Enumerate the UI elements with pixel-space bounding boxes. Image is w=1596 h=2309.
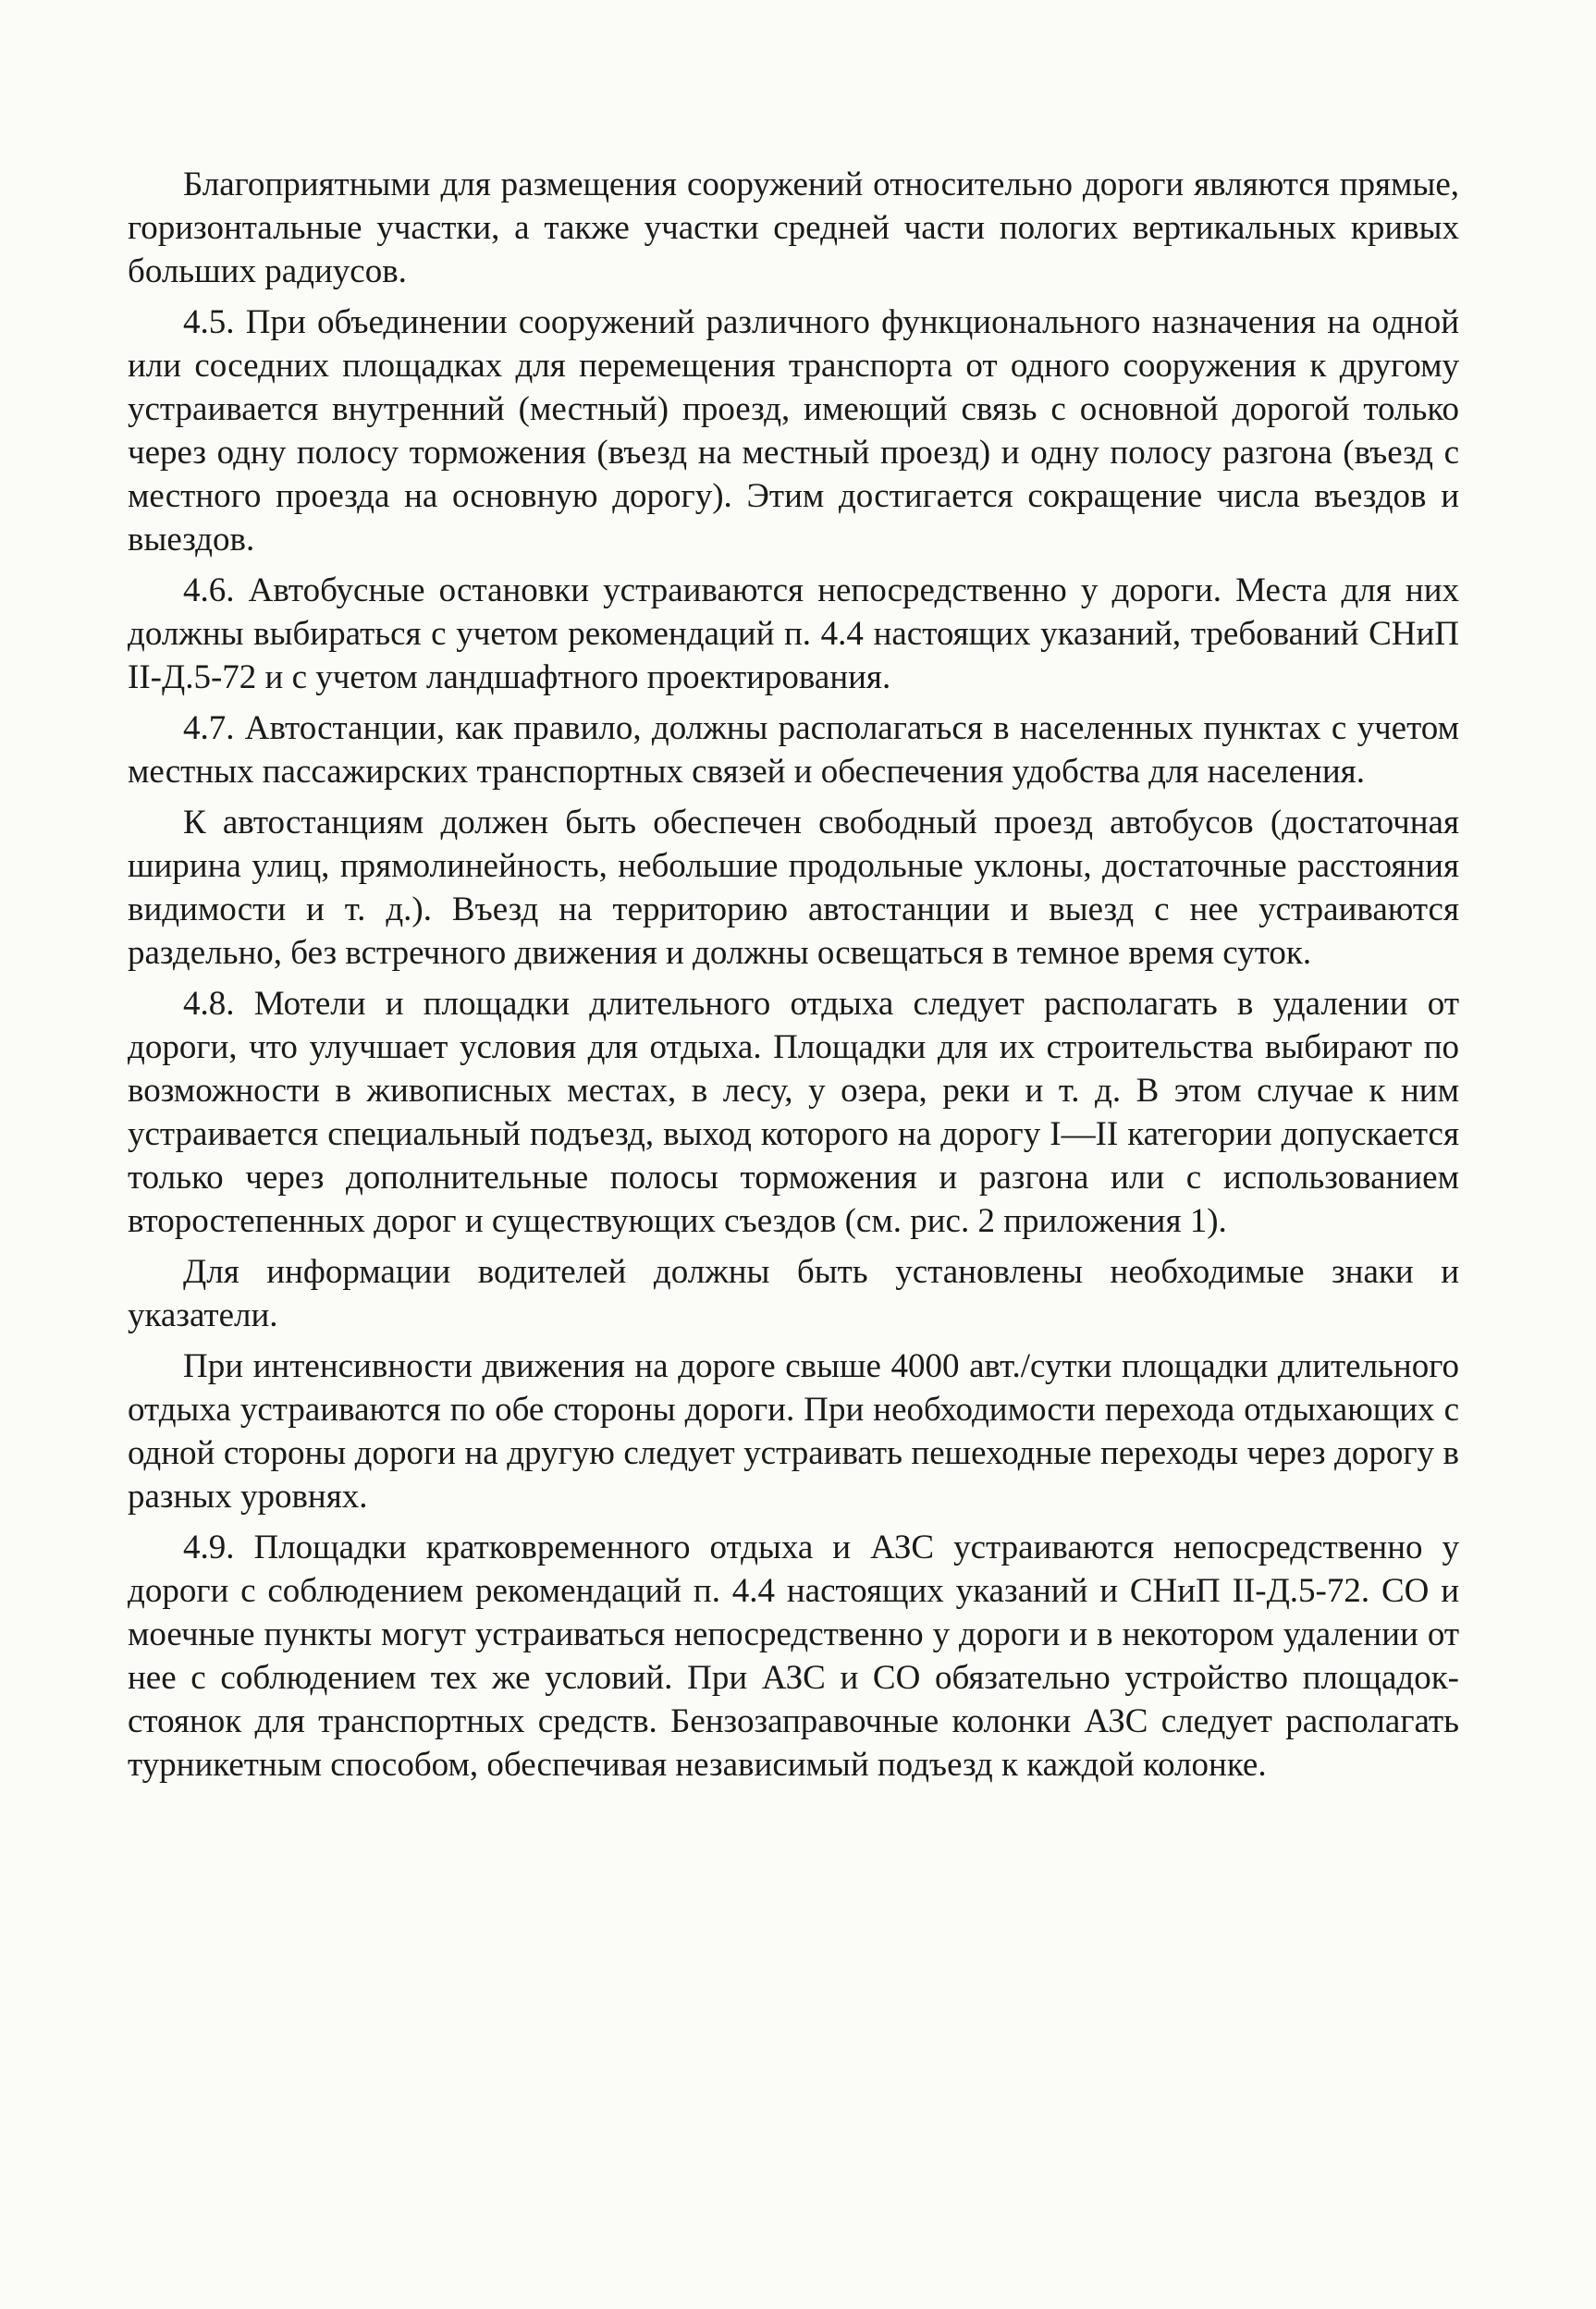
document-body — [128, 163, 1459, 1794]
paragraph-traffic-intensity: При интенсивности движения на дороге свыше 4000 авт./сутки площадки длительного отдыха устраиваются по обе стороны дороги. При необходимости перехода отдыхающих с одной стороны дороги на другую следует устраивать пешеходные переходы через дорогу в разных уровнях. — [128, 1347, 1459, 1516]
paragraph-4-6: 4.6. Автобусные остановки устраиваются непосредственно у дороги. Места для них должны выбираться с учетом рекомендаций п. 4.4 настоящих указаний, требований СНиП II-Д.5-72 и с учетом ландшафтного проектирования. — [128, 571, 1459, 696]
paragraph-4-9: 4.9. Площадки кратковременного отдыха и АЗС устраиваются непосредственно у дороги с соблюдением рекомендаций п. 4.4 настоящих указаний и СНиП II-Д.5-72. СО и моечные пункты могут устраиваться непосредственно у дороги и в некотором удалении от нее с соблюдением тех же условий. При АЗС и СО обязательно устройство площадок-стоянок для транспортных средств. Бензозаправочные колонки АЗС следует располагать турникетным способом, обеспечивая независимый подъезд к каждой колонке. — [128, 1529, 1459, 1784]
paragraph-site-selection: Благоприятными для размещения сооружений относительно дороги являются прямые, горизонтальные участки, а также участки средней части пологих вертикальных кривых больших радиусов. — [128, 166, 1459, 290]
paragraph-bus-station-access: К автостанциям должен быть обеспечен свободный проезд автобусов (достаточная ширина улиц, прямолинейность, небольшие продольные уклоны, достаточные расстояния видимости и т. д.). Въезд на территорию автостанции и выезд с нее устраиваются раздельно, без встречного движения и должны освещаться в темное время суток. — [128, 804, 1459, 972]
paragraph-4-7: 4.7. Автостанции, как правило, должны располагаться в населенных пунктах с учетом местных пассажирских транспортных связей и обеспечения удобства для населения. — [128, 709, 1459, 791]
paragraph-4-5: 4.5. При объединении сооружений различного функционального назначения на одной или соседних площадках для перемещения транспорта от одного сооружения к другому устраивается внутренний (местный) проезд, имеющий связь с основной дорогой только через одну полосу торможения (въезд на местный проезд) и одну полосу разгона (въезд с местного проезда на основную дорогу). Этим достигается сокращение числа въездов и выездов. — [128, 303, 1459, 559]
paragraph-driver-info: Для информации водителей должны быть установлены необходимые знаки и указатели. — [128, 1253, 1459, 1334]
paragraph-4-8: 4.8. Мотели и площадки длительного отдыха следует располагать в удалении от дороги, что улучшает условия для отдыха. Площадки для их строительства выбирают по возможности в живописных местах, в лесу, у озера, реки и т. д. В этом случае к ним устраивается специальный подъезд, выход которого на дорогу I—II категории допускается только через дополнительные полосы торможения и разгона или с использованием второстепенных дорог и существующих съездов (см. рис. 2 приложения 1). — [128, 985, 1459, 1240]
